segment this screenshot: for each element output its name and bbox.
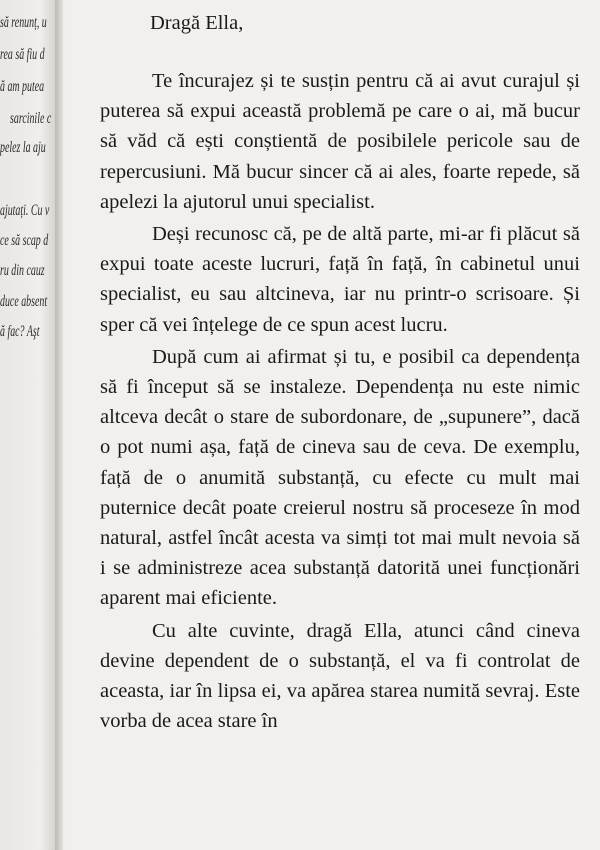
letter-paragraph: Deși recunosc că, pe de altă parte, mi-ar fi plăcut să expui toate aceste lucruri, față în față, în cabinetul unui specialist, eu sau altcineva, iar nu printr-o scrisoare. Și sper că vei înțelege de ce spun acest lucru. — [100, 223, 580, 336]
facing-page-line: ru din cauz — [0, 262, 45, 279]
facing-page-line: sarcinile c — [10, 110, 52, 127]
facing-page-line: să renunț, u — [0, 14, 47, 31]
facing-page-line: ajutați. Cu v — [0, 202, 50, 219]
letter-salutation: Dragă Ella, — [150, 12, 244, 34]
facing-page-line: rea să fiu d — [0, 46, 45, 63]
letter-paragraph: După cum ai afirmat și tu, e posibil ca dependența să fi început să se instaleze. Dependența nu este nimic altceva decât o stare de subordonare, de „supunere”, dacă o pot numi așa, față de cineva sau de ceva. De exemplu, față de o anumită substanță, cu efecte cu mult mai puternice decât poate creierul nostru să proceseze în mod natural, astfel încât acesta va simți tot mai mult nevoia să i se administreze acea substanță datorită unei funcționări aparent mai eficiente. — [100, 345, 580, 610]
letter-page — [100, 8, 580, 736]
facing-page-line: ce să scap d — [0, 232, 49, 249]
facing-page-line: ă am putea — [0, 78, 45, 95]
facing-page — [0, 0, 58, 850]
facing-page-line: pelez la aju — [0, 139, 46, 156]
facing-page-line: ă fac? Aşt — [0, 323, 40, 340]
facing-page-line: duce absent — [0, 293, 48, 310]
letter-paragraph: Cu alte cuvinte, dragă Ella, atunci când cineva devine dependent de o substanță, el va fi controlat de aceasta, iar în lipsa ei, va apărea starea numită sevraj. Este vorba de acea stare în — [100, 619, 580, 733]
book-gutter — [55, 0, 63, 850]
letter-paragraph: Te încurajez și te susțin pentru că ai avut curajul și puterea să expui această problemă pe care o ai, mă bucur să văd că ești conștientă de posibilele pericole sau de repercusiuni. Mă bucur sincer că ai ales, foarte repede, să apelezi la ajutorul unui specialist. — [100, 70, 580, 213]
